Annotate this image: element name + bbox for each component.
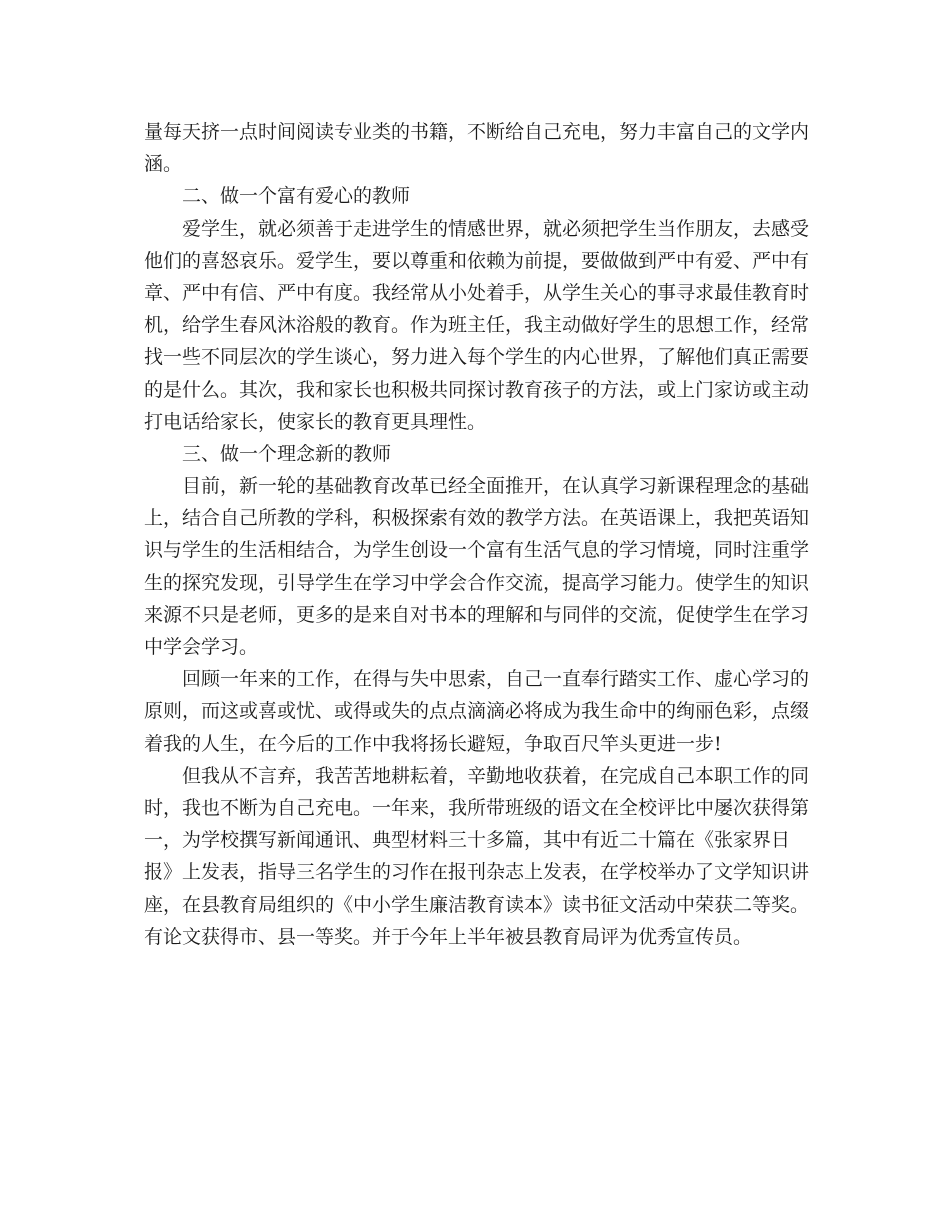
text-line: 生的探究发现，引导学生在学习中学会合作交流，提高学习能力。使学生的知识 bbox=[144, 571, 810, 594]
text-line: 中学会学习。 bbox=[144, 636, 259, 658]
text-line: 机，给学生春风沐浴般的教育。作为班主任，我主动做好学生的思想工作，经常 bbox=[144, 314, 810, 337]
text-line: 上，结合自己所教的学科，积极探索有效的教学方法。在英语课上，我把英语知 bbox=[144, 507, 810, 530]
text-line: 识与学生的生活相结合，为学生创设一个富有生活气息的学习情境，同时注重学 bbox=[144, 539, 810, 562]
text-line: 涵。 bbox=[144, 153, 183, 176]
section-heading: 二、做一个富有爱心的教师 bbox=[182, 185, 411, 208]
text-line: 爱学生，就必须善于走进学生的情感世界，就必须把学生当作朋友，去感受 bbox=[182, 217, 810, 240]
text-line: 的是什么。其次，我和家长也积极共同探讨教育孩子的方法，或上门家访或主动 bbox=[144, 378, 810, 401]
section-heading: 三、做一个理念新的教师 bbox=[182, 442, 392, 465]
text-line: 座，在县教育局组织的《中小学生廉洁教育读本》读书征文活动中荣获二等奖。 bbox=[144, 893, 810, 916]
document-body bbox=[144, 116, 810, 953]
text-line: 找一些不同层次的学生谈心，努力进入每个学生的内心世界，了解他们真正需要 bbox=[144, 346, 810, 369]
text-line: 目前，新一轮的基础教育改革已经全面推开，在认真学习新课程理念的基础 bbox=[182, 475, 810, 498]
text-line: 量每天挤一点时间阅读专业类的书籍，不断给自己充电，努力丰富自己的文学内 bbox=[144, 121, 810, 143]
text-line: 时，我也不断为自己充电。一年来，我所带班级的语文在全校评比中屡次获得第 bbox=[144, 796, 810, 819]
text-line: 有论文获得市、县一等奖。并于今年上半年被县教育局评为优秀宣传员。 bbox=[144, 925, 753, 948]
text-line: 报》上发表，指导三名学生的习作在报刊杂志上发表，在学校举办了文学知识讲 bbox=[144, 861, 810, 884]
text-line: 来源不只是老师，更多的是来自对书本的理解和与同伴的交流，促使学生在学习 bbox=[144, 603, 810, 626]
text-line: 回顾一年来的工作，在得与失中思索，自己一直奉行踏实工作、虚心学习的 bbox=[182, 668, 810, 691]
text-line: 原则，而这或喜或忧、或得或失的点点滴滴必将成为我生命中的绚丽色彩，点缀 bbox=[144, 700, 810, 723]
text-line: 一，为学校撰写新闻通讯、典型材料三十多篇，其中有近二十篇在《张家界日 bbox=[144, 829, 791, 852]
text-line: 打电话给家长，使家长的教育更具理性。 bbox=[144, 410, 487, 433]
text-line: 但我从不言弃，我苦苦地耕耘着，辛勤地收获着，在完成自己本职工作的同 bbox=[182, 764, 810, 787]
text-line: 着我的人生，在今后的工作中我将扬长避短，争取百尺竿头更进一步! bbox=[144, 732, 722, 755]
text-line: 他们的喜怒哀乐。爱学生，要以尊重和依赖为前提，要做做到严中有爱、严中有 bbox=[144, 249, 810, 272]
text-line: 章、严中有信、严中有度。我经常从小处着手，从学生关心的事寻求最佳教育时 bbox=[144, 281, 810, 304]
